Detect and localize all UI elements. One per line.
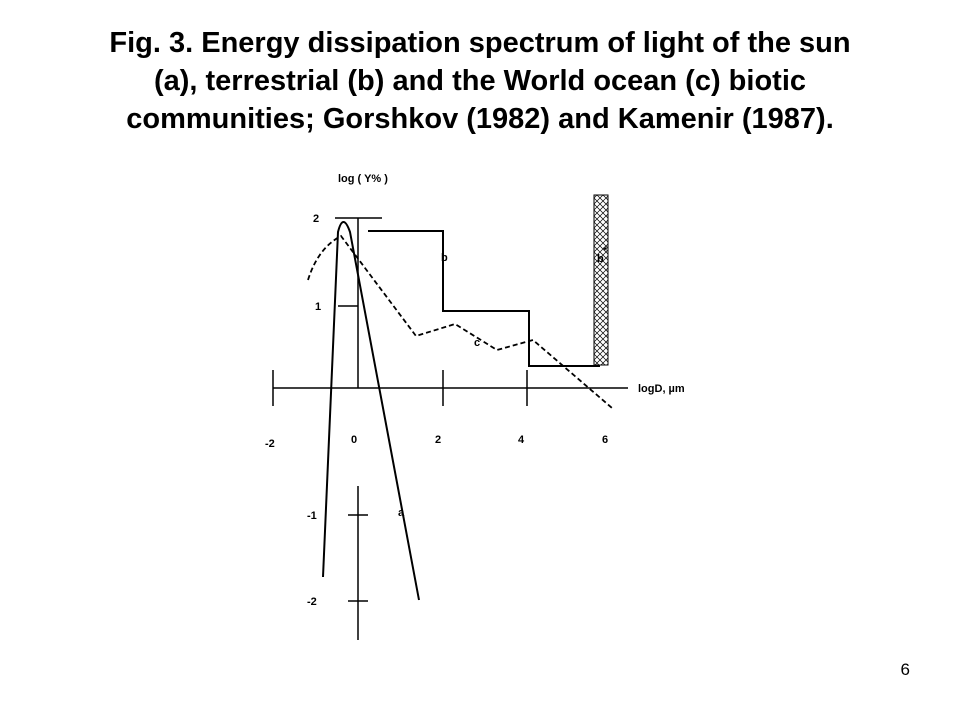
curve-label-star: *: [603, 245, 608, 257]
y-tick-label-minus-2: -2: [307, 596, 317, 608]
curve-label-b-star: b: [597, 253, 604, 265]
curve-label-c: c: [474, 337, 481, 349]
curve-label-a: a: [398, 507, 405, 519]
x-axis-label: logD, µm: [638, 383, 685, 395]
title-line-3: communities; Gorshkov (1982) and Kamenir (1987).: [126, 103, 834, 135]
y-tick-label-1: 1: [315, 301, 322, 313]
title-line-1: Fig. 3. Energy dissipation spectrum of light of the sun: [109, 27, 851, 59]
x-tick-label-minus-2: -2: [265, 438, 275, 450]
x-tick-label-2: 2: [435, 434, 442, 446]
y-tick-label-minus-1: -1: [307, 510, 317, 522]
curve-label-b: b: [441, 252, 448, 264]
curve-b-terrestrial: [368, 231, 600, 366]
x-tick-label-0: 0: [351, 434, 358, 446]
b-star-hatched-bar: [594, 195, 608, 365]
x-tick-label-6: 6: [602, 434, 609, 446]
x-tick-label-4: 4: [518, 434, 525, 446]
title-line-2: (a), terrestrial (b) and the World ocean (c) biotic: [153, 65, 807, 97]
curve-a-sun: [323, 222, 419, 600]
curve-c-ocean: [308, 236, 612, 408]
y-tick-label-2: 2: [313, 213, 320, 225]
page-number: 6: [900, 660, 910, 679]
y-axis-label: log ( Y% ): [338, 173, 388, 185]
